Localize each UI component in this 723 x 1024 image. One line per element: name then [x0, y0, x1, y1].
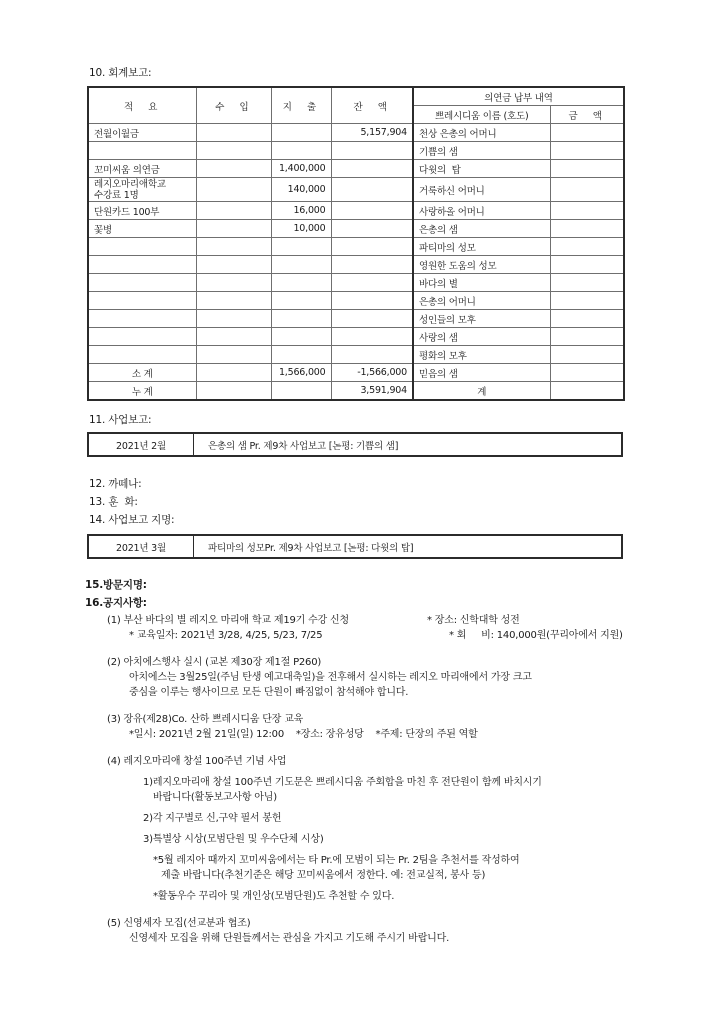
cell-expense: [271, 142, 331, 160]
cell-expense: [271, 274, 331, 292]
cell-expense: 1,400,000: [271, 160, 331, 178]
cell-balance: [331, 274, 413, 292]
notice-4-sub-1-line-1: 1)레지오마리애 창설 100주년 기도문은 쁘레시디움 주회합을 마친 후 전단원이 함께 바치시기: [143, 777, 542, 788]
notice-4-sub-3: 3)특별상 시상(모범단원 및 우수단체 시상): [143, 834, 324, 845]
table-row: [88, 142, 624, 160]
table-row: [88, 124, 624, 142]
cell-amount: [550, 238, 624, 256]
cell-income: [196, 178, 271, 202]
cell-balance: [331, 160, 413, 178]
cell-praesidium-name: 파티마의 성모: [413, 238, 550, 256]
notice-list: [85, 613, 700, 946]
notice-3-line-1: *일시: 2021년 2월 21일(일) 12:00 *장소: 장유성당 *주제: 단장의 주된 역할: [129, 729, 478, 740]
cell-amount: [550, 274, 624, 292]
col-header-donation-group: 의연금 납부 내역: [413, 87, 624, 106]
cell-income: [196, 364, 271, 382]
cell-item: 레지오마리애학교 수강료 1명: [88, 178, 196, 202]
cell-praesidium-name: 바다의 별: [413, 274, 550, 292]
notice-item-2: [85, 655, 700, 700]
section-14-heading: 14. 사업보고 지명:: [89, 514, 175, 526]
cell-praesidium-name: 천상 은총의 어머니: [413, 124, 550, 142]
table-row: [88, 292, 624, 310]
table-row: [88, 220, 624, 238]
subtotal-row: [88, 364, 624, 382]
notice-1-fee: * 회 비: 140,000원(꾸리아에서 지원): [449, 630, 623, 641]
cell-item: 꼬미씨움 의연금: [88, 160, 196, 178]
cell-balance: 5,157,904: [331, 124, 413, 142]
cell-balance: [331, 178, 413, 202]
table-row: [88, 433, 622, 456]
cell-amount: [550, 256, 624, 274]
cell-item: [88, 292, 196, 310]
col-header-expense: 지 출: [271, 87, 331, 124]
cell-expense: [271, 328, 331, 346]
notice-1-dates: * 교육일자: 2021년 3/28, 4/25, 5/23, 7/25: [129, 630, 323, 641]
cell-amount: [550, 142, 624, 160]
report-box-february: [87, 432, 623, 457]
cell-item: [88, 274, 196, 292]
cell-income: [196, 310, 271, 328]
cell-expense: 1,566,000: [271, 364, 331, 382]
accounting-table: [87, 86, 625, 401]
cell-expense: [271, 346, 331, 364]
cell-balance: [331, 238, 413, 256]
cell-praesidium-name: 평화의 모후: [413, 346, 550, 364]
accounting-table-header: [88, 87, 624, 124]
col-header-amount: 금 액: [550, 106, 624, 124]
cell-praesidium-name: 계: [413, 382, 550, 401]
cell-expense: 10,000: [271, 220, 331, 238]
cell-balance: [331, 346, 413, 364]
cell-item: [88, 142, 196, 160]
table-row: [88, 202, 624, 220]
table-row: [88, 310, 624, 328]
cell-item: [88, 256, 196, 274]
cell-expense: [271, 238, 331, 256]
notice-2-line-2: 중심을 이루는 행사이므로 모든 단원이 빠짐없이 참석해야 합니다.: [129, 687, 409, 698]
notice-4-title: (4) 레지오마리애 창설 100주년 기념 사업: [107, 756, 287, 767]
cell-praesidium-name: 거룩하신 어머니: [413, 178, 550, 202]
notice-item-5: [85, 916, 700, 946]
cell-amount: [550, 382, 624, 401]
table-row: [88, 274, 624, 292]
cell-item: [88, 238, 196, 256]
cell-amount: [550, 178, 624, 202]
notice-2-title: (2) 아치에스행사 실시 (교본 제30장 제1절 P260): [107, 657, 322, 668]
cell-praesidium-name: 기쁨의 샘: [413, 142, 550, 160]
cell-item: [88, 328, 196, 346]
cell-balance: [331, 220, 413, 238]
section-15-heading: 15.방문지명:: [85, 579, 147, 591]
table-row: [88, 178, 624, 202]
notice-3-title: (3) 장유(제28)Co. 산하 쁘레시디움 단장 교육: [107, 714, 304, 725]
cell-balance: [331, 142, 413, 160]
cell-balance: [331, 310, 413, 328]
cell-amount: [550, 292, 624, 310]
col-header-income: 수 입: [196, 87, 271, 124]
cell-item: 단원카드 100부: [88, 202, 196, 220]
cell-praesidium-name: 사랑의 샘: [413, 328, 550, 346]
notice-4-bullet-1-line-1: *5월 레지아 때까지 꼬미씨움에서는 타 Pr.에 모범이 되는 Pr. 2팀을 추천서를 작성하여: [153, 855, 520, 866]
cell-income: [196, 202, 271, 220]
cell-praesidium-name: 은총의 샘: [413, 220, 550, 238]
cell-amount: [550, 346, 624, 364]
notice-2-line-1: 아치에스는 3월25일(주님 탄생 예고대축일)을 전후해서 실시하는 레지오 마리애에서 가장 크고: [129, 672, 532, 683]
cell-item: 꽃병: [88, 220, 196, 238]
cell-balance: [331, 292, 413, 310]
notice-1-title: (1) 부산 바다의 별 레지오 마리애 학교 제19기 수강 신청: [107, 615, 349, 626]
cell-income: [196, 328, 271, 346]
cell-praesidium-name: 영원한 도움의 성모: [413, 256, 550, 274]
cell-income: [196, 274, 271, 292]
cell-expense: [271, 382, 331, 401]
cell-praesidium-name: 사랑하올 어머니: [413, 202, 550, 220]
cell-expense: 140,000: [271, 178, 331, 202]
cell-income: [196, 382, 271, 401]
section-13-heading: 13. 훈 화:: [89, 496, 138, 508]
notice-item-3: [85, 712, 700, 742]
cell-amount: [550, 220, 624, 238]
total-row: [88, 382, 624, 401]
cell-amount: [550, 328, 624, 346]
report-month-1: 2021년 2월: [88, 433, 194, 456]
notice-4-sub-1-line-2: 바랍니다(활동보고사항 아님): [153, 792, 277, 803]
report-box-march: [87, 534, 623, 559]
cell-expense: [271, 292, 331, 310]
col-header-balance: 잔 액: [331, 87, 413, 124]
cell-income: [196, 346, 271, 364]
notice-5-line-1: 신영세자 모집을 위해 단원들께서는 관심을 가지고 기도해 주시기 바랍니다.: [129, 933, 450, 944]
table-row: [88, 535, 622, 558]
cell-balance: 3,591,904: [331, 382, 413, 401]
cell-amount: [550, 310, 624, 328]
notice-5-title: (5) 신영세자 모집(선교분과 협조): [107, 918, 251, 929]
section-10-heading: 10. 회계보고:: [89, 67, 152, 79]
section-12-heading: 12. 까떼나:: [89, 478, 142, 490]
cell-income: [196, 160, 271, 178]
col-header-item: 적 요: [88, 87, 196, 124]
cell-income: [196, 142, 271, 160]
notice-item-4: [85, 754, 700, 904]
notice-4-bullet-1-line-2: 제출 바랍니다(추천기준은 해당 꼬미씨움에서 정한다. 예: 전교실적, 봉사 등): [161, 870, 486, 881]
table-row: [88, 328, 624, 346]
notice-4-bullet-2: *활동우수 꾸리아 및 개인상(모범단원)도 추천할 수 있다.: [153, 891, 395, 902]
table-row: [88, 346, 624, 364]
cell-praesidium-name: 성인들의 모후: [413, 310, 550, 328]
cell-item: 전월이월금: [88, 124, 196, 142]
cell-amount: [550, 202, 624, 220]
cell-balance: [331, 202, 413, 220]
col-header-praesidium-name: 쁘레시디움 이름 (호도): [413, 106, 550, 124]
notice-item-1: [85, 613, 700, 643]
cell-amount: [550, 364, 624, 382]
accounting-table-body: [88, 124, 624, 401]
cell-expense: [271, 124, 331, 142]
cell-praesidium-name: 다윗의 탑: [413, 160, 550, 178]
cell-income: [196, 124, 271, 142]
cell-item: [88, 310, 196, 328]
cell-balance: [331, 256, 413, 274]
report-detail-2: 파티마의 성모Pr. 제9차 사업보고 [논평: 다윗의 탑]: [194, 535, 623, 558]
table-row: [88, 256, 624, 274]
section-11-heading: 11. 사업보고:: [89, 414, 152, 426]
cell-amount: [550, 124, 624, 142]
cell-expense: [271, 310, 331, 328]
cell-income: [196, 220, 271, 238]
cell-expense: [271, 256, 331, 274]
cell-income: [196, 256, 271, 274]
cell-item: 누 계: [88, 382, 196, 401]
cell-item: 소 계: [88, 364, 196, 382]
cell-expense: 16,000: [271, 202, 331, 220]
section-16-heading: 16.공지사항:: [85, 597, 147, 609]
report-month-2: 2021년 3월: [88, 535, 194, 558]
cell-item: [88, 346, 196, 364]
cell-balance: -1,566,000: [331, 364, 413, 382]
report-detail-1: 은총의 샘 Pr. 제9차 사업보고 [논평: 기쁨의 샘]: [194, 433, 623, 456]
cell-income: [196, 238, 271, 256]
cell-praesidium-name: 은총의 어머니: [413, 292, 550, 310]
notice-4-sub-2: 2)각 지구별로 신,구약 필서 봉헌: [143, 813, 282, 824]
cell-income: [196, 292, 271, 310]
notice-1-place: * 장소: 신학대학 성전: [427, 615, 520, 626]
cell-balance: [331, 328, 413, 346]
table-row: [88, 160, 624, 178]
cell-praesidium-name: 믿음의 샘: [413, 364, 550, 382]
table-row: [88, 238, 624, 256]
cell-amount: [550, 160, 624, 178]
